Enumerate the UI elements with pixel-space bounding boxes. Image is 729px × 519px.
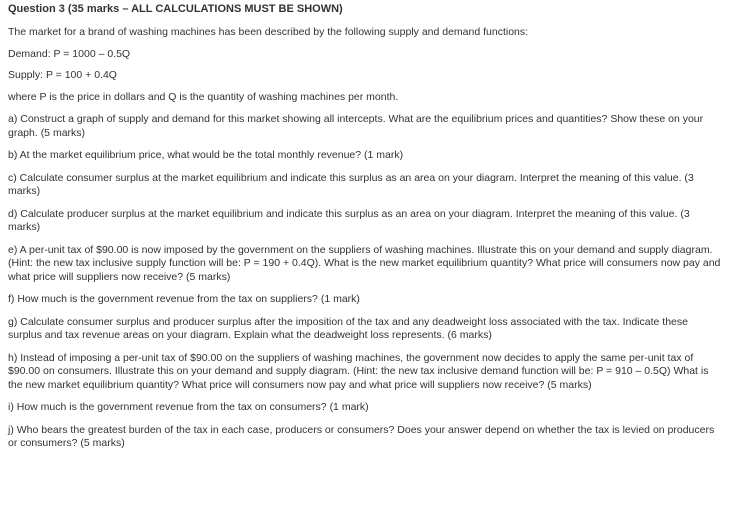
question-d: d) Calculate producer surplus at the market equilibrium and indicate this surplus as an area on your diagram. Interpret the meaning of this value. (3 marks) — [8, 207, 690, 233]
question-heading: Question 3 (35 marks – ALL CALCULATIONS MUST BE SHOWN) — [8, 3, 343, 15]
question-f: f) How much is the government revenue from the tax on suppliers? (1 mark) — [8, 293, 360, 305]
question-a: a) Construct a graph of supply and demand for this market showing all intercepts. What are the equilibrium prices and quantities? Show these on your graph. (5 marks) — [8, 113, 704, 139]
question-i: i) How much is the government revenue from the tax on consumers? (1 mark) — [8, 401, 369, 413]
demand-function: Demand: P = 1000 – 0.5Q — [8, 47, 131, 60]
intro-text: The market for a brand of washing machines has been described by the following supply and demand functions: — [8, 26, 529, 38]
variable-definition: where P is the price in dollars and Q is the quantity of washing machines per month. — [8, 90, 399, 103]
question-j: j) Who bears the greatest burden of the tax in each case, producers or consumers? Does your answer depend on whether the tax is levied on producers or consumers? (5 marks) — [8, 423, 715, 449]
question-c: c) Calculate consumer surplus at the market equilibrium and indicate this surplus as an area on your diagram. Interpret the meaning of this value. (3 marks) — [8, 171, 694, 197]
question-e: e) A per-unit tax of $90.00 is now imposed by the government on the suppliers of washing machines. Illustrate this on your demand and supply diagram. (Hint: the new tax inclusive supply function will be: P = 190 + 0.4Q). What is the new market equilibrium quantity? What price will consumers now pay and what price will suppliers now receive? (5 marks) — [8, 243, 721, 283]
question-h: h) Instead of imposing a per-unit tax of $90.00 on the suppliers of washing machines, the government now decides to apply the same per-unit tax of $90.00 on consumers. Illustrate this on your demand and supply diagram. (Hint: the new tax inclusive demand function will be: P = 910 – 0.5Q) What is the new market equilibrium quantity? What price will consumers now pay and what price will suppliers now receive? (5 marks) — [8, 351, 709, 391]
question-g: g) Calculate consumer surplus and producer surplus after the imposition of the tax and any deadweight loss associated with the tax. Indicate these surplus and tax revenue areas on your diagram. Explain what the deadweight loss represents. (6 marks) — [8, 315, 688, 341]
supply-function: Supply: P = 100 + 0.4Q — [8, 69, 117, 81]
question-b: b) At the market equilibrium price, what would be the total monthly revenue? (1 mark) — [8, 149, 404, 161]
